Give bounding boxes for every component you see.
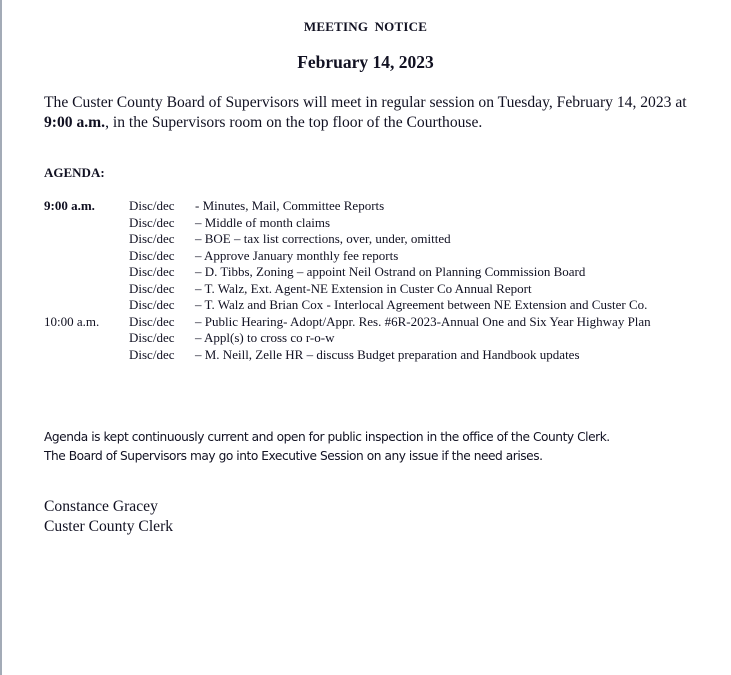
agenda-item	[44, 330, 704, 347]
meeting-date: February 14, 2023	[297, 52, 434, 72]
agenda-time	[44, 281, 129, 298]
agenda-text: – T. Walz and Brian Cox - Interlocal Agreement between NE Extension and Custer Co.	[195, 297, 648, 312]
agenda-prefix: Disc/dec	[129, 214, 175, 230]
agenda-heading: AGENDA:	[44, 165, 105, 180]
agenda-item	[44, 314, 704, 331]
agenda-time	[44, 231, 129, 248]
agenda-time	[44, 297, 129, 314]
agenda-item	[44, 281, 704, 298]
agenda-item	[44, 231, 704, 248]
agenda-text: – Public Hearing- Adopt/Appr. Res. #6R-2023-Annual One and Six Year Highway Plan	[195, 313, 651, 329]
agenda-list	[44, 198, 704, 363]
agenda-prefix: Disc/dec	[129, 297, 175, 312]
agenda-time: 10:00 a.m.	[44, 313, 100, 329]
agenda-text: – M. Neill, Zelle HR – discuss Budget preparation and Handbook updates	[195, 346, 580, 362]
intro-time: 9:00 a.m.	[44, 114, 106, 131]
agenda-text: – Appl(s) to cross co r-o-w	[195, 330, 335, 345]
agenda-prefix: Disc/dec	[129, 330, 175, 345]
signer-title: Custer County Clerk	[44, 518, 174, 535]
agenda-prefix: Disc/dec	[129, 247, 175, 263]
agenda-item	[44, 347, 704, 364]
agenda-text: - Minutes, Mail, Committee Reports	[195, 198, 385, 213]
signer-name: Constance Gracey	[44, 498, 158, 515]
page-left-border	[0, 0, 2, 675]
agenda-time: 9:00 a.m.	[44, 198, 95, 213]
agenda-time	[44, 215, 129, 232]
agenda-time	[44, 264, 129, 281]
signature-block	[44, 497, 173, 537]
agenda-item	[44, 297, 704, 314]
agenda-item	[44, 198, 704, 215]
document-title: MEETING NOTICE	[303, 19, 428, 34]
agenda-prefix: Disc/dec	[129, 313, 175, 329]
agenda-prefix: Disc/dec	[129, 198, 175, 213]
agenda-text: – Middle of month claims	[195, 214, 331, 230]
public-notice	[44, 428, 724, 466]
intro-text-before: The Custer County Board of Supervisors will meet in regular session on Tuesday, February 14, 2023 at	[44, 94, 687, 111]
agenda-item	[44, 215, 704, 232]
notice-line-2: The Board of Supervisors may go into Executive Session on any issue if the need arises.	[44, 449, 543, 463]
intro-paragraph	[44, 93, 704, 133]
agenda-text: – BOE – tax list corrections, over, under, omitted	[195, 231, 451, 246]
agenda-text: – Approve January monthly fee reports	[195, 247, 399, 263]
agenda-time	[44, 330, 129, 347]
agenda-prefix: Disc/dec	[129, 264, 175, 279]
agenda-prefix: Disc/dec	[129, 280, 175, 296]
notice-line-1: Agenda is kept continuously current and open for public inspection in the office of the County Clerk.	[44, 430, 610, 444]
agenda-prefix: Disc/dec	[129, 231, 175, 246]
agenda-prefix: Disc/dec	[129, 346, 175, 362]
agenda-item	[44, 264, 704, 281]
agenda-time	[44, 347, 129, 364]
agenda-time	[44, 248, 129, 265]
intro-text-after: , in the Supervisors room on the top floor of the Courthouse.	[105, 114, 483, 131]
agenda-text: – T. Walz, Ext. Agent-NE Extension in Custer Co Annual Report	[195, 280, 532, 296]
agenda-text: – D. Tibbs, Zoning – appoint Neil Ostrand on Planning Commission Board	[195, 264, 586, 279]
agenda-item	[44, 248, 704, 265]
